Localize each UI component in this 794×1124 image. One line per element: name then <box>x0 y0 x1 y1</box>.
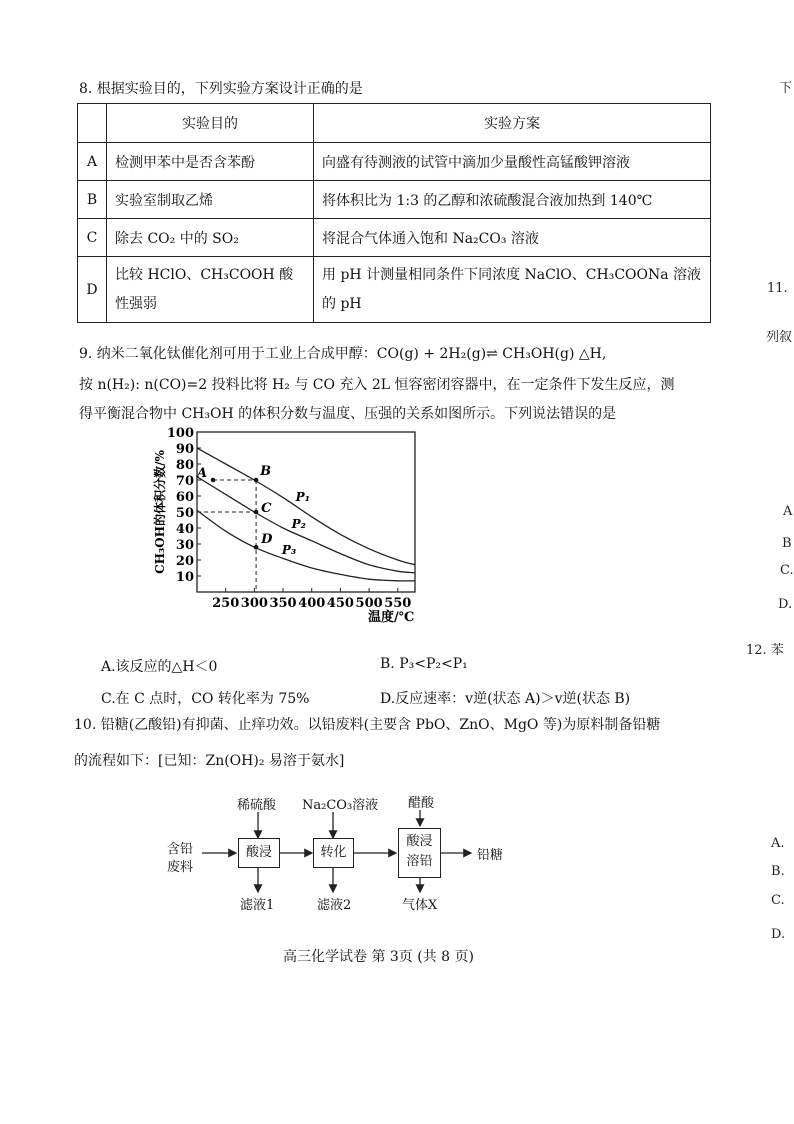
flow-box-convert: 转化 <box>313 838 354 868</box>
margin-fragment: D. <box>778 597 793 612</box>
y-tick-label: 30 <box>175 538 194 553</box>
flow-reagent1: 稀硫酸 <box>237 798 277 813</box>
margin-fragment: A <box>783 504 793 519</box>
flow-input-line2: 废料 <box>167 860 194 875</box>
x-tick-label: 400 <box>298 596 326 611</box>
x-tick-label: 500 <box>355 596 383 611</box>
x-tick-label: 450 <box>326 596 354 611</box>
row-letter: C <box>78 219 107 257</box>
q9-option-a[interactable]: A.该反应的△H＜0 <box>101 659 218 675</box>
row-plan: 向盛有待测液的试管中滴加少量酸性高锰酸钾溶液 <box>314 143 711 181</box>
row-purpose: 除去 CO₂ 中的 SO₂ <box>107 219 314 257</box>
q8-header-purpose: 实验目的 <box>107 104 314 143</box>
point-a <box>211 478 216 483</box>
y-tick-label: 100 <box>166 426 194 441</box>
row-plan: 将体积比为 1:3 的乙醇和浓硫酸混合液加热到 140℃ <box>314 181 711 219</box>
page-footer: 高三化学试卷 第 3页 (共 8 页) <box>283 949 474 965</box>
row-purpose: 实验室制取乙烯 <box>107 181 314 219</box>
row-letter: D <box>78 257 107 323</box>
row-plan: 将混合气体通入饱和 Na₂CO₃ 溶液 <box>314 219 711 257</box>
margin-fragment: 列叙 <box>766 330 793 345</box>
flow-box3-line2: 溶铅 <box>406 854 433 869</box>
margin-fragment: 下 <box>779 81 793 96</box>
flow-product: 铅糖 <box>477 848 504 863</box>
flow-input-line1: 含铅 <box>167 842 194 857</box>
series-label: P₁ <box>295 490 310 505</box>
series-label: P₂ <box>291 516 306 531</box>
point-label: A <box>196 466 208 481</box>
x-tick-label: 550 <box>384 596 412 611</box>
table-row <box>78 143 711 181</box>
point-b <box>254 478 259 483</box>
y-tick-label: 20 <box>175 554 194 569</box>
y-tick-label: 70 <box>175 474 194 489</box>
margin-fragment: B <box>782 536 792 551</box>
y-axis-label: CH₃OH的体积分数/% <box>153 450 167 574</box>
margin-fragment: 11. <box>767 281 788 296</box>
q9-line-2: 按 n(H₂): n(CO)=2 投料比将 H₂ 与 CO 充入 2L 恒容密闭容器中，在一定条件下发生反应，测 <box>79 377 675 393</box>
margin-fragment: A. <box>771 836 785 851</box>
row-letter: B <box>78 181 107 219</box>
point-label: C <box>261 501 272 516</box>
y-tick-label: 60 <box>175 490 194 505</box>
flow-box3-line1: 酸浸 <box>406 834 433 849</box>
row-purpose: 检测甲苯中是否含苯酚 <box>107 143 314 181</box>
table-row <box>78 257 711 323</box>
point-d <box>254 545 259 550</box>
flow-box-acid-leach: 酸浸 <box>238 838 280 868</box>
q8-header-plan: 实验方案 <box>314 104 711 143</box>
q10-line-2: 的流程如下：[已知：Zn(OH)₂ 易溶于氨水] <box>74 753 345 769</box>
margin-fragment: D. <box>771 927 786 942</box>
q10-line-1: 10. 铅糖(乙酸铅)有抑菌、止痒功效。以铅废料(主要含 PbO、ZnO、MgO 等)为原料制备铅糖 <box>74 717 661 733</box>
q9-line-3: 得平衡混合物中 CH₃OH 的体积分数与温度、压强的关系如图所示。下列说法错误的是 <box>79 406 617 422</box>
flow-out1: 滤液1 <box>240 898 275 913</box>
margin-fragment: B. <box>771 864 785 879</box>
point-c <box>254 510 259 515</box>
row-purpose: 比较 HClO、CH₃COOH 酸性强弱 <box>107 257 314 323</box>
margin-fragment: 12. 苯 <box>746 643 784 658</box>
q9-option-b[interactable]: B. P₃<P₂<P₁ <box>380 656 468 672</box>
series-label: P₃ <box>281 542 297 557</box>
y-tick-label: 40 <box>175 522 194 537</box>
flow-reagent3: 醋酸 <box>408 796 435 811</box>
x-tick-label: 250 <box>212 596 240 611</box>
methanol-chart <box>150 424 430 634</box>
y-tick-label: 90 <box>175 442 194 457</box>
table-row <box>78 181 711 219</box>
series-line-3 <box>197 510 415 581</box>
flow-out3: 气体X <box>402 898 438 913</box>
point-label: D <box>261 532 273 548</box>
flow-reagent2: Na₂CO₃溶液 <box>302 798 379 813</box>
q9-option-d[interactable]: D.反应速率：v逆(状态 A)＞v逆(状态 B) <box>380 691 631 707</box>
row-letter: A <box>78 143 107 181</box>
q8-header-row <box>78 104 711 143</box>
table-row <box>78 219 711 257</box>
row-plan: 用 pH 计测量相同条件下同浓度 NaClO、CH₃COONa 溶液的 pH <box>314 257 711 323</box>
x-axis-label: 温度/℃ <box>368 610 415 625</box>
q9-option-c[interactable]: C.在 C 点时，CO 转化率为 75% <box>101 691 310 707</box>
q8-table <box>77 103 711 323</box>
margin-fragment: C. <box>780 563 794 578</box>
q9-line-1: 9. 纳米二氧化钛催化剂可用于工业上合成甲醇：CO(g) + 2H₂(g)⇌ CH₃OH(g) △H, <box>79 346 607 362</box>
y-tick-label: 10 <box>175 570 194 585</box>
flow-box-dissolve-lead <box>398 828 441 878</box>
flow-arrows <box>0 780 794 920</box>
x-tick-label: 350 <box>269 596 297 611</box>
q8-stem: 8. 根据实验目的，下列实验方案设计正确的是 <box>79 81 363 97</box>
margin-fragment: C. <box>771 893 785 908</box>
series-line-1 <box>197 448 415 565</box>
point-label: B <box>260 464 272 479</box>
y-tick-label: 50 <box>175 506 194 521</box>
flow-out2: 滤液2 <box>317 898 352 913</box>
x-tick-label: 300 <box>240 596 268 611</box>
y-tick-label: 80 <box>175 458 194 473</box>
